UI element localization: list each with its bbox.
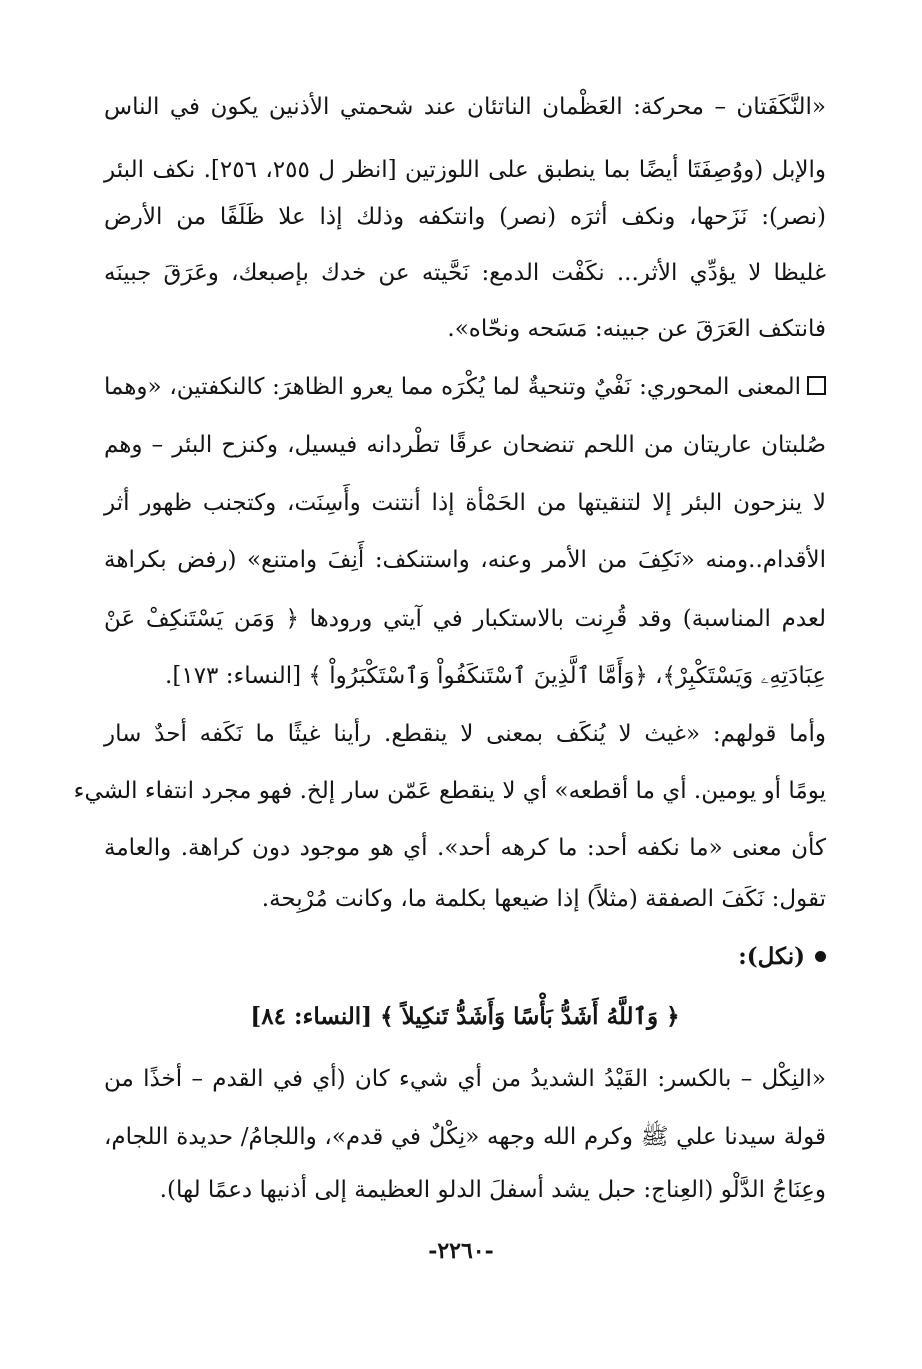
paragraph-line: «النَّكَفَتان – محركة: العَظْمان الناتئان عند شحمتي الأذنين يكون في الناس <box>104 94 826 120</box>
paragraph-line: يومًا أو يومين. أي ما أقطعه» أي لا ينقطع عَمّن سار إلخ. فهو مجرد انتفاء الشيء <box>73 778 826 804</box>
paragraph-line: لعدم المناسبة) وقد قُرِنت بالاستكبار في آيتي ورودها ﴿ وَمَن يَسْتَنكِفْ عَنْ <box>104 606 826 632</box>
bullet-icon <box>815 951 826 962</box>
page-number: -٢٢٦٠- <box>428 1238 494 1264</box>
paragraph-line: فانتكف العَرَقَ عن جبينه: مَسَحه ونحّاه». <box>447 316 826 342</box>
paragraph-line: «النِكْل – بالكسر: القَيْدُ الشديدُ من أي شيء كان (أي في القدم – أخذًا من <box>104 1066 826 1092</box>
paragraph-line: صُلبتان عاريتان من اللحم تنضحان عرقًا تطْردانه فيسيل، وكنزح البئر – وهم <box>104 432 826 458</box>
paragraph-line: وعِنَاجُ الدَّلْو (العِناج: حبل يشد أسفلَ الدلو العظيمة إلى أذنيها دعمًا لها). <box>159 1177 826 1203</box>
paragraph-line: غليظا لا يؤدِّي الأثر... نكَفْت الدمع: نَحَّيته عن خدك بإصبعك، وعَرَقَ جبينَه <box>104 260 826 286</box>
paragraph-line: وأما قولهم: «غيث لا يُنكَف بمعنى لا ينقطع. رأينا غيثًا ما نَكَفه أحدٌ سار <box>104 721 826 747</box>
paragraph-line: (نصر): نَزَحها، ونكف أثرَه (نصر) وانتكفه وذلك إذا علا ظَلَفًا من الأرض <box>104 204 826 230</box>
paragraph-line: تقول: نَكَفَ الصفقة (مثلاً) إذا ضيعها بكلمة ما، وكانت مُرْبِحة. <box>261 886 826 912</box>
square-marker-icon <box>807 376 826 395</box>
paragraph-line: والإبل (ووُصِفَتَا أيضًا بما ينطبق على اللوزتين [انظر ل ٢٥٥، ٢٥٦]. نكف البئر <box>104 157 827 183</box>
paragraph-line: عِبَادَتِهِۦ وَيَسْتَكْبِرْ﴾، ﴿وَأَمَّا ٱلَّذِينَ ٱسْتَنكَفُواْ وَٱسْتَكْبَرُواْ ﴾ [النساء: ١٧٣]. <box>165 663 826 689</box>
paragraph-line-first <box>104 372 826 402</box>
paragraph-line-text: المعنى المحوري: نَفْيٌ وتنحيةٌ لما يُكْرَه مما يعرو الظاهرَ: كالنكفتين، «وهما <box>104 374 801 400</box>
entry-heading <box>104 942 826 972</box>
paragraph-line: لا ينزحون البئر إلا لتنقيتها من الحَمْأة إذا أنتنت وأَسِنَت، وكتجنب ظهور أثر <box>104 490 826 516</box>
quran-verse: ﴿ وَٱللَّهُ أَشَدُّ بَأْسًا وَأَشَدُّ تَنكِيلاً ﴾ [النساء: ٨٤] <box>250 1003 680 1030</box>
paragraph-line: الأقدام..ومنه «نَكِفَ من الأمر وعنه، واستنكف: أَنِفَ وامتنع» (رفض بكراهة <box>104 547 826 573</box>
paragraph-line: كأن معنى «ما نكفه أحد: ما كرهه أحد». أي هو موجود دون كراهة. والعامة <box>104 835 826 861</box>
entry-heading-text: (نكل): <box>738 943 805 970</box>
paragraph-line: قولة سيدنا علي ﷺ وكرم الله وجهه «نِكْلٌ في قدم»، واللجامُ/ حديدة اللجام، <box>104 1124 826 1150</box>
